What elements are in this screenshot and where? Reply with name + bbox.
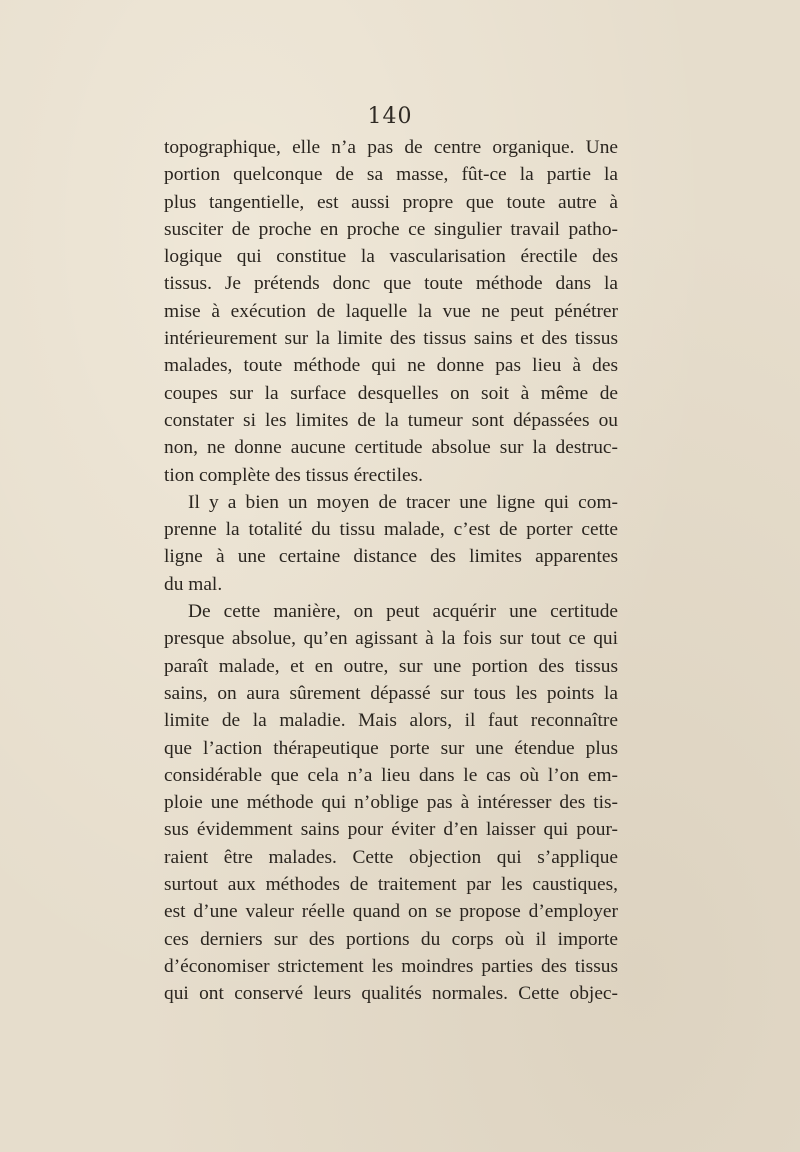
text-line: malades, toute méthode qui ne donne pas lieu à des [164, 355, 618, 377]
text-line: logique qui constitue la vascularisation érectile des [164, 246, 618, 268]
body-text [164, 134, 618, 1008]
text-line: susciter de proche en proche ce singulier travail patho- [164, 218, 618, 240]
text-line: intérieurement sur la limite des tissus sains et des tissus [164, 328, 618, 350]
text-line: ces derniers sur des portions du corps où il importe [164, 928, 618, 950]
text-line: considérable que cela n’a lieu dans le cas où l’on em- [164, 764, 618, 786]
text-line: tissus. Je prétends donc que toute méthode dans la [164, 273, 618, 295]
text-line: De cette manière, on peut acquérir une certitude [188, 601, 618, 623]
text-line: d’économiser strictement les moindres parties des tissus [164, 955, 618, 977]
text-line: est d’une valeur réelle quand on se propose d’employer [164, 901, 618, 923]
text-line: qui ont conservé leurs qualités normales. Cette objec- [164, 983, 618, 1005]
text-line: Il y a bien un moyen de tracer une ligne qui com- [188, 491, 618, 513]
text-line: limite de la maladie. Mais alors, il faut reconnaître [164, 710, 618, 732]
text-line: topographique, elle n’a pas de centre organique. Une [164, 137, 618, 158]
text-line: sus évidemment sains pour éviter d’en laisser qui pour- [164, 819, 618, 841]
text-line: du mal. [164, 573, 223, 595]
text-line: plus tangentielle, est aussi propre que toute autre à [164, 191, 618, 213]
page-number: 140 [367, 104, 413, 129]
text-line: prenne la totalité du tissu malade, c’est de porter cette [164, 519, 618, 541]
text-line: presque absolue, qu’en agissant à la fois sur tout ce qui [164, 628, 618, 650]
text-line: ligne à une certaine distance des limites apparentes [164, 546, 618, 568]
text-line: constater si les limites de la tumeur sont dépassées ou [164, 409, 618, 431]
text-line: ploie une méthode qui n’oblige pas à intéresser des tis- [164, 792, 618, 814]
text-line: sains, on aura sûrement dépassé sur tous les points la [164, 682, 618, 704]
text-line: que l’action thérapeutique porte sur une étendue plus [164, 737, 618, 759]
text-line: tion complète des tissus érectiles. [164, 464, 424, 486]
text-line: raient être malades. Cette objection qui s’applique [164, 846, 618, 868]
text-line: portion quelconque de sa masse, fût-ce la partie la [164, 164, 618, 186]
text-line: non, ne donne aucune certitude absolue sur la destruc- [164, 437, 618, 459]
text-line: surtout aux méthodes de traitement par les caustiques, [164, 874, 618, 896]
text-line: mise à exécution de laquelle la vue ne peut pénétrer [164, 300, 618, 322]
text-line: paraît malade, et en outre, sur une portion des tissus [164, 655, 618, 677]
text-line: coupes sur la surface desquelles on soit à même de [164, 382, 618, 404]
